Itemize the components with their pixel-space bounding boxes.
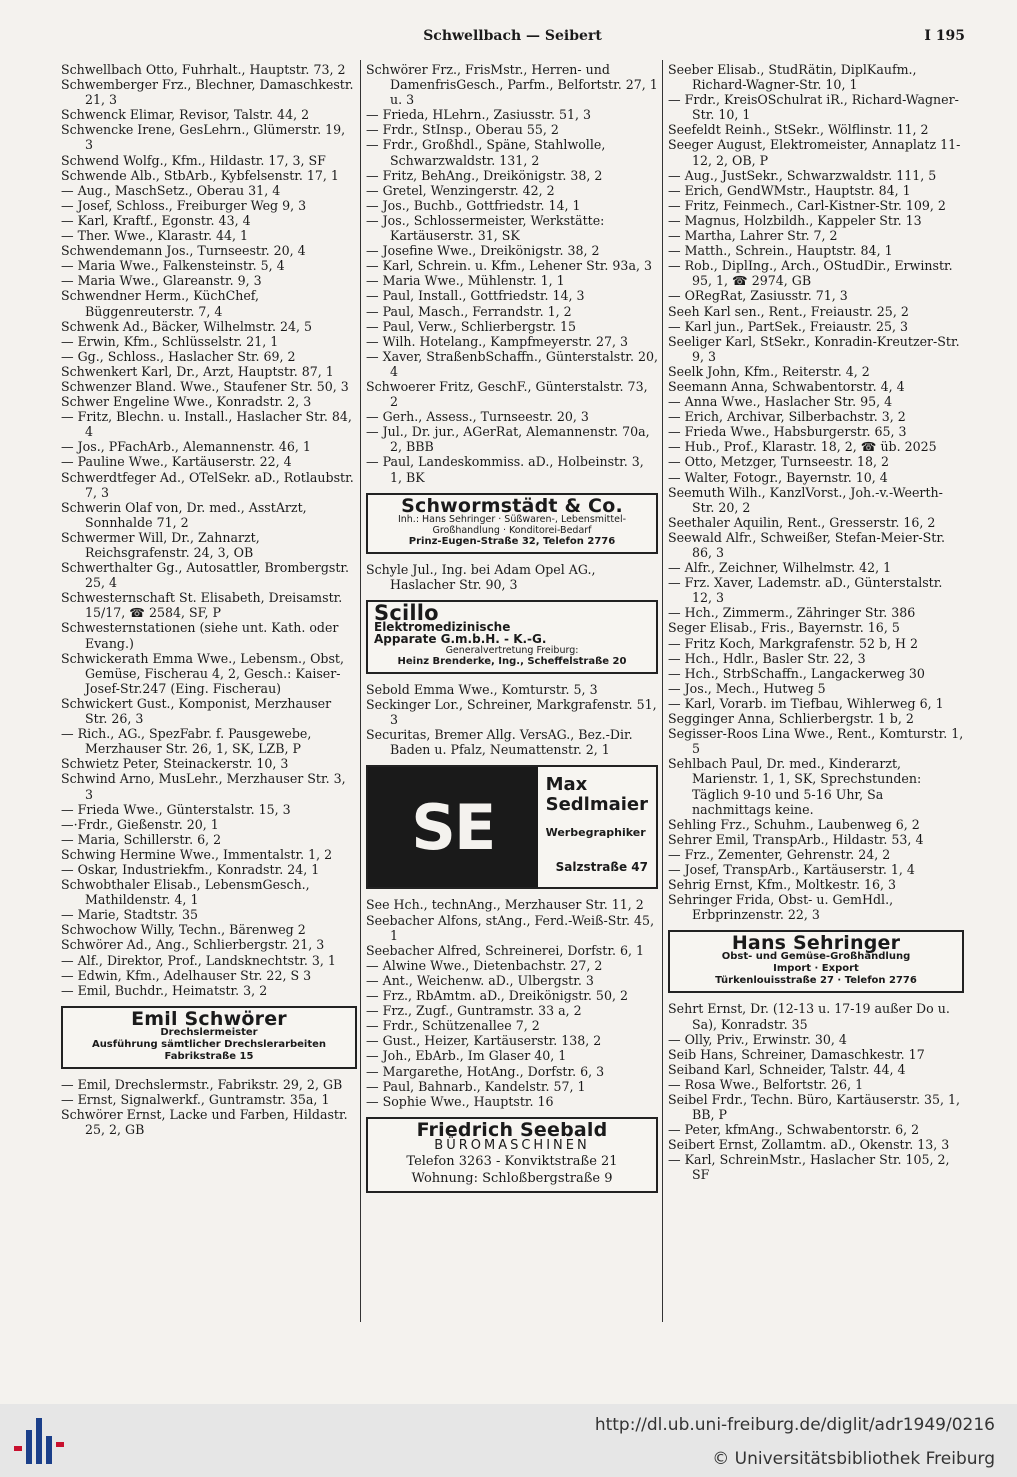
directory-entry: Sehlbach Paul, Dr. med., Kinderarzt, Marienstr. 1, 1, SK, Sprechstunden: Täglich 9-10 und 5-16 Uhr, Sa nachmittags keine. — [668, 756, 922, 817]
directory-entry: Schyle Jul., Ing. bei Adam Opel AG., Haslacher Str. 90, 3 — [366, 561, 596, 592]
directory-entry: — Ant., Weichenw. aD., Ulbergstr. 3 — [366, 972, 594, 988]
directory-entry: — ORegRat, Zasiusstr. 71, 3 — [668, 288, 848, 304]
directory-entry: Schwickerath Emma Wwe., Lebensm., Obst, Gemüse, Fischerau 4, 2, Gesch.: Kaiser-Josef-Str.247 (Eing. Fischerau) — [61, 650, 344, 696]
directory-entry: — Xaver, StraßenbSchaffn., Günterstalstr. 20, 4 — [366, 348, 658, 379]
directory-entry: — Alf., Direktor, Prof., Landsknechtstr. 3, 1 — [61, 952, 336, 968]
directory-entry: — Paul, Install., Gottfriedstr. 14, 3 — [366, 288, 585, 304]
ad-line: Salzstraße 47 — [555, 860, 648, 875]
ad-title: Emil Schwörer — [131, 1007, 287, 1030]
directory-entry: Schwermer Will, Dr., Zahnarzt, Reichsgrafenstr. 24, 3, OB — [61, 529, 260, 560]
ad-line: Elektromedizinische — [374, 620, 511, 634]
directory-entry: Schwencke Irene, GesLehrn., Glümerstr. 19, 3 — [61, 122, 346, 153]
directory-entry: Securitas, Bremer Allg. VersAG., Bez.-Dir. Baden u. Pfalz, Neumattenstr. 2, 1 — [366, 727, 633, 758]
directory-entry: Seeger August, Elektromeister, Annaplatz 11-12, 2, OB, P — [668, 137, 961, 168]
directory-entry: Schwoerer Fritz, GeschF., Günterstalstr. 73, 2 — [366, 378, 648, 410]
directory-entry: Seelk John, Kfm., Reiterstr. 4, 2 — [668, 363, 870, 379]
directory-entry: — Frieda Wwe., Habsburgerstr. 65, 3 — [668, 424, 907, 440]
directory-entry: Sehrer Emil, TranspArb., Hildastr. 53, 4 — [668, 831, 924, 847]
page-number: I 195 — [924, 28, 965, 44]
directory-entry: Sehrig Ernst, Kfm., Moltkestr. 16, 3 — [668, 877, 897, 893]
ad-title: Schwormstädt & Co. — [401, 494, 623, 517]
directory-entry: Sebold Emma Wwe., Komturstr. 5, 3 — [366, 682, 598, 697]
directory-entry: — Karl jun., PartSek., Freiaustr. 25, 3 — [668, 318, 908, 334]
directory-entry: Seeliger Karl, StSekr., Konradin-Kreutzer-Str. 9, 3 — [668, 333, 960, 364]
directory-entry: — Alwine Wwe., Dietenbachstr. 27, 2 — [366, 957, 603, 973]
directory-entry: — Pauline Wwe., Kartäuserstr. 22, 4 — [61, 454, 292, 470]
directory-entry: Schwesternschaft St. Elisabeth, Dreisamstr. 15/17, ☎ 2584, SF, P — [61, 590, 343, 621]
directory-entry: Schwerthalter Gg., Autosattler, Brombergstr. 25, 4 — [61, 560, 350, 591]
directory-entry: — Matth., Schrein., Hauptstr. 84, 1 — [668, 243, 893, 259]
ad-line: Prinz-Eugen-Straße 32, Telefon 2776 — [408, 535, 616, 547]
directory-entry: — Aug., MaschSetz., Oberau 31, 4 — [61, 182, 281, 198]
ad-line: Obst- und Gemüse-Großhandlung — [721, 951, 911, 963]
directory-entry: Schwenzer Bland. Wwe., Staufener Str. 50, 3 — [61, 378, 349, 394]
directory-entry: — Paul, Landeskommiss. aD., Holbeinstr. 3, 1, BK — [366, 454, 644, 485]
directory-entry: — Rosa Wwe., Belfortstr. 26, 1 — [668, 1076, 864, 1092]
directory-entry: Schwenkert Karl, Dr., Arzt, Hauptstr. 87, 1 — [61, 363, 334, 379]
directory-entry: — Erwin, Kfm., Schlüsselstr. 21, 1 — [61, 333, 279, 349]
directory-entry: Seethaler Aquilin, Rent., Gresserstr. 16, 2 — [668, 514, 936, 530]
column-3 — [668, 62, 964, 1183]
directory-entry: — Ther. Wwe., Klarastr. 44, 1 — [61, 228, 249, 244]
ad-emil-schworer — [61, 1006, 357, 1069]
entry-list — [61, 1077, 357, 1137]
directory-entry: — Jos., Mech., Hutweg 5 — [668, 680, 826, 696]
ad-title: Hans Sehringer — [731, 932, 901, 955]
directory-entry: — Martha, Lahrer Str. 7, 2 — [668, 228, 838, 244]
directory-entry: —·Frdr., Gießenstr. 20, 1 — [61, 816, 219, 832]
directory-entry: Seebacher Alfred, Schreinerei, Dorfstr. 6, 1 — [366, 942, 644, 958]
directory-entry: Schwörer Ad., Ang., Schlierbergstr. 21, 3 — [61, 937, 325, 953]
directory-entry: — Frdr., StInsp., Oberau 55, 2 — [366, 122, 559, 138]
directory-entry: Schwendemann Jos., Turnseestr. 20, 4 — [61, 243, 306, 259]
directory-entry: Schwenk Ad., Bäcker, Wilhelmstr. 24, 5 — [61, 318, 313, 334]
directory-entry: — Sophie Wwe., Hauptstr. 16 — [366, 1093, 554, 1109]
directory-entry: — Gretel, Wenzingerstr. 42, 2 — [366, 182, 555, 198]
ad-title: Max — [545, 774, 588, 796]
directory-entry: — Jos., PFachArb., Alemannenstr. 46, 1 — [61, 439, 311, 455]
ad-line: Telefon 3263 - Konviktstraße 21 — [406, 1153, 618, 1169]
directory-entry: — Frdr., Großhdl., Späne, Stahlwolle, Schwarzwaldstr. 131, 2 — [366, 137, 606, 168]
directory-entry: — Karl, Schrein. u. Kfm., Lehener Str. 93a, 3 — [366, 258, 652, 274]
directory-entry: Seibel Frdr., Techn. Büro, Kartäuserstr. 35, 1, BB, P — [668, 1092, 961, 1123]
directory-entry: Schwendner Herm., KüchChef, Büggenreuterstr. 7, 4 — [61, 288, 260, 319]
ub-freiburg-logo-icon — [10, 1414, 70, 1468]
ad-seebald — [366, 1117, 658, 1193]
directory-entry: — Fritz, BehAng., Dreikönigstr. 38, 2 — [366, 167, 603, 183]
column-2 — [366, 62, 658, 1201]
ad-line: Werbegraphiker — [545, 826, 646, 840]
directory-entry: — Peter, kfmAng., Schwabentorstr. 6, 2 — [668, 1122, 920, 1138]
directory-entry: — Paul, Masch., Ferrandstr. 1, 2 — [366, 303, 572, 319]
ad-title: Scillo — [374, 600, 439, 625]
directory-entry: Sehrt Ernst, Dr. (12-13 u. 17-19 außer Do u. Sa), Konradstr. 35 — [668, 1001, 950, 1032]
directory-entry: — Jos., Buchb., Gottfriedstr. 14, 1 — [366, 197, 581, 213]
directory-entry: — Alfr., Zeichner, Wilhelmstr. 42, 1 — [668, 560, 892, 576]
directory-entry: Seib Hans, Schreiner, Damaschkestr. 17 — [668, 1046, 925, 1062]
ad-line: Generalvertretung Freiburg: — [445, 645, 579, 656]
directory-entry: Seiband Karl, Schneider, Talstr. 44, 4 — [668, 1061, 906, 1077]
directory-entry: — Frdr., KreisOSchulrat iR., Richard-Wagner-Str. 10, 1 — [668, 92, 959, 123]
directory-entry: — Maria Wwe., Mühlenstr. 1, 1 — [366, 273, 565, 289]
directory-entry: Seemann Anna, Schwabentorstr. 4, 4 — [668, 378, 905, 394]
directory-entry: Seeh Karl sen., Rent., Freiaustr. 25, 2 — [668, 303, 909, 319]
entry-list — [61, 62, 357, 998]
entry-list — [366, 682, 658, 757]
directory-entry: — Gust., Heizer, Kartäuserstr. 138, 2 — [366, 1033, 602, 1049]
directory-entry: Seeber Elisab., StudRätin, DiplKaufm., Richard-Wagner-Str. 10, 1 — [668, 62, 917, 93]
directory-entry: — Ernst, Signalwerkf., Guntramstr. 35a, 1 — [61, 1092, 330, 1107]
directory-entry: Schwerdtfeger Ad., OTelSekr. aD., Rotlaubstr. 7, 3 — [61, 469, 354, 500]
directory-entry: Schwemberger Frz., Blechner, Damaschkestr. 21, 3 — [61, 77, 354, 108]
directory-entry: — Josef, Schloss., Freiburger Weg 9, 3 — [61, 197, 307, 213]
directory-entry: — Hub., Prof., Klarastr. 18, 2, ☎ üb. 2025 — [668, 439, 937, 455]
page-header — [60, 28, 965, 48]
directory-entry: Sehringer Frida, Obst- u. GemHdl., Erbprinzenstr. 22, 3 — [668, 892, 894, 923]
directory-entry: Seemuth Wilh., KanzlVorst., Joh.-v.-Weerth-Str. 20, 2 — [668, 484, 943, 515]
directory-entry: — Jos., Schlossermeister, Werkstätte: Kartäuserstr. 31, SK — [366, 212, 605, 244]
ad-line: BÜROMASCHINEN — [434, 1137, 590, 1153]
directory-entry: — Frz. Xaver, Lademstr. aD., Günterstalstr. 12, 3 — [668, 575, 943, 606]
ad-sedlmaier — [366, 765, 658, 889]
directory-entry: — Fritz, Blechn. u. Install., Haslacher Str. 84, 4 — [61, 409, 352, 440]
directory-entry: — Hch., Hdlr., Basler Str. 22, 3 — [668, 650, 866, 666]
directory-entry: Segginger Anna, Schlierbergstr. 1 b, 2 — [668, 711, 914, 727]
entry-list — [366, 62, 658, 485]
directory-entry: Schwerin Olaf von, Dr. med., AsstArzt, Sonnhalde 71, 2 — [61, 499, 307, 530]
column-1 — [61, 62, 357, 1137]
directory-entry: — Paul, Verw., Schlierbergstr. 15 — [366, 318, 576, 334]
directory-entry: Seckinger Lor., Schreiner, Markgrafenstr. 51, 3 — [366, 697, 657, 728]
column-divider — [360, 60, 361, 1322]
directory-entry: — Magnus, Holzbildh., Kappeler Str. 13 — [668, 212, 922, 228]
ad-line: Ausführung sämtlicher Drechslerarbeiten — [91, 1038, 327, 1050]
directory-entry: Seefeldt Reinh., StSekr., Wölflinstr. 11, 2 — [668, 122, 929, 138]
directory-entry: — Hch., StrbSchaffn., Langackerweg 30 — [668, 665, 925, 681]
directory-entry: — Joh., EbArb., Im Glaser 40, 1 — [366, 1048, 567, 1064]
directory-entry: — Jul., Dr. jur., AGerRat, Alemannenstr. 70a, 2, BBB — [366, 424, 650, 455]
directory-entry: Schwend Wolfg., Kfm., Hildastr. 17, 3, SF — [61, 152, 326, 168]
directory-entry: — Maria Wwe., Glareanstr. 9, 3 — [61, 273, 262, 289]
directory-entry: — Oskar, Industriekfm., Konradstr. 24, 1 — [61, 861, 320, 877]
source-url-link[interactable]: http://dl.ub.uni-freiburg.de/diglit/adr1949/0216 — [594, 1415, 995, 1435]
ad-line: Fabrikstraße 15 — [164, 1050, 254, 1062]
directory-entry: — Emil, Buchdr., Heimatstr. 3, 2 — [61, 982, 268, 998]
footer-bar — [0, 1404, 1017, 1477]
directory-entry: — Paul, Bahnarb., Kandelstr. 57, 1 — [366, 1078, 586, 1094]
se-logo: SE — [368, 767, 538, 887]
ad-line: Drechslermeister — [160, 1026, 258, 1038]
column-divider — [662, 60, 663, 1322]
directory-entry: — Gerh., Assess., Turnseestr. 20, 3 — [366, 409, 589, 425]
entry-list — [366, 562, 658, 592]
directory-entry: — Margarethe, HotAng., Dorfstr. 6, 3 — [366, 1063, 605, 1079]
directory-entry: — Erich, GendWMstr., Hauptstr. 84, 1 — [668, 182, 911, 198]
directory-entry: — Frz., Zugf., Guntramstr. 33 a, 2 — [366, 1003, 582, 1019]
directory-entry: — Olly, Priv., Erwinstr. 30, 4 — [668, 1031, 847, 1047]
ad-scillo — [366, 600, 658, 674]
directory-entry: Schwobthaler Elisab., LebensmGesch., Mathildenstr. 4, 1 — [61, 877, 310, 908]
directory-entry: — Frz., RbAmtm. aD., Dreikönigstr. 50, 2 — [366, 988, 628, 1004]
entry-list — [366, 897, 658, 1108]
directory-entry: — Wilh. Hotelang., Kampfmeyerstr. 27, 3 — [366, 333, 629, 349]
ad-title: Sedlmaier — [545, 794, 648, 816]
copyright-text: © Universitätsbibliothek Freiburg — [712, 1449, 995, 1469]
directory-entry: — Karl, Vorarb. im Tiefbau, Wihlerweg 6, 1 — [668, 695, 944, 711]
directory-entry: — Rich., AG., SpezFabr. f. Pausgewebe, Merzhauser Str. 26, 1, SK, LZB, P — [61, 726, 312, 757]
ad-schwormstadt — [366, 493, 658, 554]
directory-entry: Schwesternstationen (siehe unt. Kath. oder Evang.) — [61, 620, 339, 651]
directory-entry: Segisser-Roos Lina Wwe., Rent., Komturstr. 1, 5 — [668, 726, 964, 757]
directory-entry: — Frdr., Schützenallee 7, 2 — [366, 1018, 540, 1034]
directory-entry: — Otto, Metzger, Turnseestr. 18, 2 — [668, 454, 890, 470]
ad-line: Inh.: Hans Sehringer · Süßwaren-, Lebensmittel-Großhandlung · Konditorei-Bedarf — [397, 513, 627, 536]
directory-entry: — Hch., Zimmerm., Zähringer Str. 386 — [668, 605, 916, 621]
ad-hans-sehringer — [668, 930, 964, 993]
directory-entry: — Anna Wwe., Haslacher Str. 95, 4 — [668, 394, 893, 410]
directory-entry: Schwellbach Otto, Fuhrhalt., Hauptstr. 73, 2 — [61, 62, 346, 77]
directory-entry: — Karl, SchreinMstr., Haslacher Str. 105, 2, SF — [668, 1152, 950, 1183]
directory-entry: — Emil, Drechslermstr., Fabrikstr. 29, 2, GB — [61, 1076, 343, 1092]
directory-entry: — Maria, Schillerstr. 6, 2 — [61, 831, 222, 847]
directory-entry: — Fritz, Feinmech., Carl-Kistner-Str. 109, 2 — [668, 197, 946, 213]
directory-entry: — Gg., Schloss., Haslacher Str. 69, 2 — [61, 348, 296, 364]
directory-entry: — Edwin, Kfm., Adelhauser Str. 22, S 3 — [61, 967, 312, 983]
directory-entry: — Walter, Fotogr., Bayernstr. 10, 4 — [668, 469, 888, 485]
directory-entry: Schwörer Frz., FrisMstr., Herren- und DamenfrisGesch., Parfm., Belfortstr. 27, 1 u. 3 — [366, 62, 658, 108]
ad-line: Import · Export — [773, 963, 859, 975]
directory-entry: Schwende Alb., StbArb., Kybfelsenstr. 17, 1 — [61, 167, 339, 183]
ad-line: Türkenlouisstraße 27 · Telefon 2776 — [715, 975, 917, 987]
directory-entry: See Hch., technAng., Merzhauser Str. 11, 2 — [366, 897, 644, 913]
directory-entry: Schwer Engeline Wwe., Konradstr. 2, 3 — [61, 394, 312, 410]
directory-entry: — Josef, TranspArb., Kartäuserstr. 1, 4 — [668, 861, 915, 877]
ad-line: Apparate G.m.b.H. - K.-G. — [374, 632, 547, 646]
directory-entry: — Frieda, HLehrn., Zasiusstr. 51, 3 — [366, 107, 591, 123]
directory-entry: Schwochow Willy, Techn., Bärenweg 2 — [61, 922, 306, 938]
directory-entry: Seibert Ernst, Zollamtm. aD., Okenstr. 13, 3 — [668, 1137, 950, 1153]
directory-entry: Seger Elisab., Fris., Bayernstr. 16, 5 — [668, 620, 900, 636]
directory-entry: Schwickert Gust., Komponist, Merzhauser Str. 26, 3 — [61, 695, 332, 727]
directory-entry: Schwind Arno, MusLehr., Merzhauser Str. 3, 3 — [61, 771, 346, 802]
directory-entry: Seewald Alfr., Schweißer, Stefan-Meier-Str. 86, 3 — [668, 529, 946, 560]
directory-entry: — Rob., DiplIng., Arch., OStudDir., Erwinstr. 95, 1, ☎ 2974, GB — [668, 258, 953, 289]
directory-entry: Seebacher Alfons, stAng., Ferd.-Weiß-Str. 45, 1 — [366, 912, 655, 943]
ad-title: Friedrich Seebald — [416, 1118, 608, 1141]
ad-line: Heinz Brenderke, Ing., Scheffelstraße 20 — [397, 656, 627, 667]
directory-entry: Schwenck Elimar, Revisor, Talstr. 44, 2 — [61, 107, 310, 123]
directory-entry: — Aug., JustSekr., Schwarzwaldstr. 111, 5 — [668, 167, 937, 183]
directory-entry: — Frieda Wwe., Günterstalstr. 15, 3 — [61, 801, 291, 817]
directory-entry: — Frz., Zementer, Gehrenstr. 24, 2 — [668, 846, 891, 862]
entry-list — [668, 1001, 964, 1182]
entry-list — [668, 62, 964, 922]
directory-entry: — Josefine Wwe., Dreikönigstr. 38, 2 — [366, 243, 600, 259]
page-title: Schwellbach — Seibert — [423, 28, 602, 44]
directory-entry: — Fritz Koch, Markgrafenstr. 52 b, H 2 — [668, 635, 919, 651]
directory-entry: — Erich, Archivar, Silberbachstr. 3, 2 — [668, 409, 906, 425]
directory-entry: — Karl, Kraftf., Egonstr. 43, 4 — [61, 212, 251, 228]
directory-entry: Schwörer Ernst, Lacke und Farben, Hildastr. 25, 2, GB — [61, 1107, 348, 1138]
directory-entry: Schwietz Peter, Steinackerstr. 10, 3 — [61, 756, 289, 772]
directory-entry: — Marie, Stadtstr. 35 — [61, 907, 199, 923]
directory-entry: Schwing Hermine Wwe., Immentalstr. 1, 2 — [61, 846, 333, 862]
directory-entry: — Maria Wwe., Falkensteinstr. 5, 4 — [61, 258, 285, 274]
ad-line: Wohnung: Schloßbergstraße 9 — [411, 1170, 613, 1186]
directory-entry: Sehling Frz., Schuhm., Laubenweg 6, 2 — [668, 816, 920, 832]
